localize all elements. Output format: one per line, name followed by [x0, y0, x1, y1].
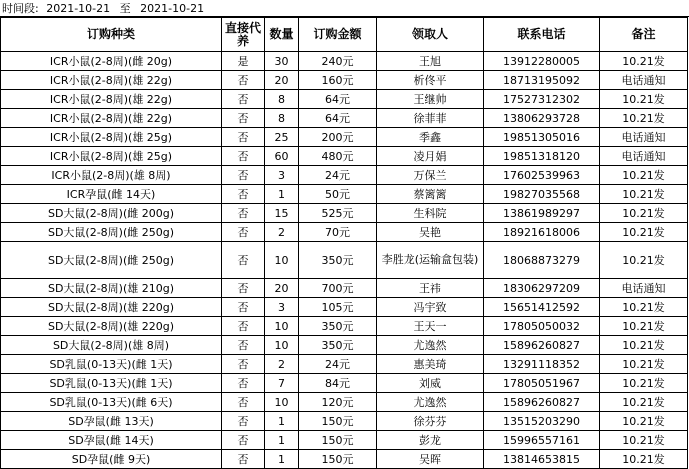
cell-phone: 18921618006 — [484, 223, 600, 242]
cell-order-type: SD乳鼠(0-13天)(雌 6天) — [1, 393, 222, 412]
cell-amount: 64元 — [299, 90, 377, 109]
table-row — [1, 166, 688, 185]
cell-amount: 480元 — [299, 147, 377, 166]
cell-phone: 18068873279 — [484, 242, 600, 279]
cell-order-type: SD孕鼠(雌 13天) — [1, 412, 222, 431]
cell-phone: 13912280005 — [484, 52, 600, 71]
cell-order-type: SD孕鼠(雌 14天) — [1, 431, 222, 450]
cell-direct-raise: 否 — [222, 90, 265, 109]
cell-receiver: 刘威 — [377, 374, 484, 393]
cell-receiver: 惠美琦 — [377, 355, 484, 374]
table-row — [1, 52, 688, 71]
table-row — [1, 279, 688, 298]
table-row — [1, 109, 688, 128]
cell-order-type: SD大鼠(2-8周)(雄 220g) — [1, 298, 222, 317]
cell-receiver: 王继帅 — [377, 90, 484, 109]
cell-order-type: ICR小鼠(2-8周)(雄 8周) — [1, 166, 222, 185]
cell-amount: 24元 — [299, 355, 377, 374]
header-row — [1, 18, 688, 52]
cell-direct-raise: 否 — [222, 298, 265, 317]
cell-quantity: 30 — [265, 52, 299, 71]
cell-phone: 13515203290 — [484, 412, 600, 431]
header-receiver: 领取人 — [377, 18, 484, 52]
cell-amount: 150元 — [299, 450, 377, 469]
cell-quantity: 25 — [265, 128, 299, 147]
table-row — [1, 450, 688, 469]
cell-quantity: 1 — [265, 185, 299, 204]
cell-amount: 350元 — [299, 242, 377, 279]
cell-order-type: ICR小鼠(2-8周)(雄 22g) — [1, 90, 222, 109]
cell-phone: 15651412592 — [484, 298, 600, 317]
header-quantity: 数量 — [265, 18, 299, 52]
cell-quantity: 3 — [265, 298, 299, 317]
cell-direct-raise: 否 — [222, 431, 265, 450]
cell-amount: 84元 — [299, 374, 377, 393]
cell-direct-raise: 否 — [222, 336, 265, 355]
cell-phone: 18713195092 — [484, 71, 600, 90]
cell-order-type: SD乳鼠(0-13天)(雌 1天) — [1, 355, 222, 374]
cell-direct-raise: 否 — [222, 71, 265, 90]
header-note: 备注 — [600, 18, 688, 52]
cell-quantity: 20 — [265, 71, 299, 90]
cell-amount: 240元 — [299, 52, 377, 71]
cell-receiver: 尤逸然 — [377, 393, 484, 412]
cell-receiver: 尤逸然 — [377, 336, 484, 355]
cell-quantity: 10 — [265, 317, 299, 336]
cell-direct-raise: 否 — [222, 279, 265, 298]
cell-order-type: ICR小鼠(2-8周)(雌 20g) — [1, 52, 222, 71]
cell-direct-raise: 否 — [222, 204, 265, 223]
cell-receiver: 冯宇致 — [377, 298, 484, 317]
cell-note: 10.21发 — [600, 393, 688, 412]
cell-note: 10.21发 — [600, 374, 688, 393]
cell-receiver: 析佟平 — [377, 71, 484, 90]
cell-note: 电话通知 — [600, 147, 688, 166]
period-start: 2021-10-21 — [46, 2, 111, 15]
cell-receiver: 季鑫 — [377, 128, 484, 147]
table-row — [1, 374, 688, 393]
cell-phone: 17602539963 — [484, 166, 600, 185]
cell-quantity: 1 — [265, 412, 299, 431]
cell-quantity: 7 — [265, 374, 299, 393]
cell-note: 10.21发 — [600, 204, 688, 223]
cell-direct-raise: 否 — [222, 374, 265, 393]
cell-quantity: 1 — [265, 450, 299, 469]
cell-receiver: 王旭 — [377, 52, 484, 71]
cell-order-type: SD大鼠(2-8周)(雌 250g) — [1, 242, 222, 279]
table-row — [1, 336, 688, 355]
cell-amount: 150元 — [299, 431, 377, 450]
cell-phone: 18306297209 — [484, 279, 600, 298]
cell-note: 10.21发 — [600, 317, 688, 336]
cell-direct-raise: 否 — [222, 393, 265, 412]
cell-quantity: 10 — [265, 242, 299, 279]
cell-receiver: 吴艳 — [377, 223, 484, 242]
cell-direct-raise: 否 — [222, 147, 265, 166]
table-row — [1, 223, 688, 242]
cell-direct-raise: 否 — [222, 109, 265, 128]
cell-note: 10.21发 — [600, 336, 688, 355]
cell-order-type: SD大鼠(2-8周)(雌 200g) — [1, 204, 222, 223]
cell-amount: 350元 — [299, 317, 377, 336]
table-row — [1, 298, 688, 317]
cell-amount: 350元 — [299, 336, 377, 355]
cell-direct-raise: 否 — [222, 166, 265, 185]
cell-direct-raise: 否 — [222, 450, 265, 469]
table-row — [1, 147, 688, 166]
cell-order-type: SD孕鼠(雌 9天) — [1, 450, 222, 469]
cell-direct-raise: 否 — [222, 242, 265, 279]
cell-phone: 13861989297 — [484, 204, 600, 223]
cell-amount: 105元 — [299, 298, 377, 317]
cell-receiver: 王天一 — [377, 317, 484, 336]
cell-receiver: 徐芬芬 — [377, 412, 484, 431]
table-row — [1, 242, 688, 279]
cell-quantity: 10 — [265, 336, 299, 355]
cell-phone: 13806293728 — [484, 109, 600, 128]
cell-note: 10.21发 — [600, 223, 688, 242]
cell-quantity: 60 — [265, 147, 299, 166]
cell-order-type: SD大鼠(2-8周)(雌 250g) — [1, 223, 222, 242]
cell-amount: 70元 — [299, 223, 377, 242]
cell-quantity: 1 — [265, 431, 299, 450]
cell-receiver: 王祎 — [377, 279, 484, 298]
cell-order-type: SD大鼠(2-8周)(雄 210g) — [1, 279, 222, 298]
table-row — [1, 185, 688, 204]
cell-phone: 19851305016 — [484, 128, 600, 147]
cell-order-type: ICR小鼠(2-8周)(雄 22g) — [1, 71, 222, 90]
time-period — [0, 0, 689, 17]
header-amount: 订购金额 — [299, 18, 377, 52]
header-phone: 联系电话 — [484, 18, 600, 52]
cell-note: 电话通知 — [600, 128, 688, 147]
cell-order-type: SD大鼠(2-8周)(雄 8周) — [1, 336, 222, 355]
cell-phone: 15896260827 — [484, 336, 600, 355]
cell-amount: 160元 — [299, 71, 377, 90]
cell-note: 10.21发 — [600, 166, 688, 185]
cell-note: 10.21发 — [600, 431, 688, 450]
cell-note: 10.21发 — [600, 185, 688, 204]
cell-amount: 24元 — [299, 166, 377, 185]
cell-note: 10.21发 — [600, 355, 688, 374]
cell-note: 10.21发 — [600, 109, 688, 128]
cell-quantity: 15 — [265, 204, 299, 223]
cell-direct-raise: 否 — [222, 412, 265, 431]
cell-receiver: 彭龙 — [377, 431, 484, 450]
cell-note: 10.21发 — [600, 90, 688, 109]
cell-order-type: SD乳鼠(0-13天)(雌 1天) — [1, 374, 222, 393]
table-row — [1, 71, 688, 90]
cell-phone: 19827035568 — [484, 185, 600, 204]
cell-receiver: 李胜龙(运输盒包装) — [377, 242, 484, 279]
cell-phone: 17805050032 — [484, 317, 600, 336]
cell-direct-raise: 否 — [222, 223, 265, 242]
table-row — [1, 412, 688, 431]
cell-note: 10.21发 — [600, 298, 688, 317]
cell-receiver: 徐菲菲 — [377, 109, 484, 128]
cell-quantity: 10 — [265, 393, 299, 412]
cell-amount: 525元 — [299, 204, 377, 223]
table-row — [1, 355, 688, 374]
cell-receiver: 凌月娟 — [377, 147, 484, 166]
table-row — [1, 393, 688, 412]
cell-quantity: 20 — [265, 279, 299, 298]
cell-amount: 200元 — [299, 128, 377, 147]
cell-receiver: 生科院 — [377, 204, 484, 223]
cell-note: 10.21发 — [600, 412, 688, 431]
cell-note: 电话通知 — [600, 279, 688, 298]
cell-phone: 13814653815 — [484, 450, 600, 469]
cell-amount: 50元 — [299, 185, 377, 204]
cell-note: 10.21发 — [600, 242, 688, 279]
order-table — [0, 17, 688, 469]
cell-receiver: 万保兰 — [377, 166, 484, 185]
cell-phone: 13291118352 — [484, 355, 600, 374]
cell-amount: 64元 — [299, 109, 377, 128]
cell-quantity: 3 — [265, 166, 299, 185]
cell-phone: 15996557161 — [484, 431, 600, 450]
cell-amount: 120元 — [299, 393, 377, 412]
table-row — [1, 317, 688, 336]
period-end: 2021-10-21 — [140, 2, 205, 15]
cell-quantity: 2 — [265, 223, 299, 242]
cell-phone: 15896260827 — [484, 393, 600, 412]
cell-receiver: 吴晖 — [377, 450, 484, 469]
cell-phone: 19851318120 — [484, 147, 600, 166]
cell-amount: 150元 — [299, 412, 377, 431]
cell-order-type: ICR小鼠(2-8周)(雄 22g) — [1, 109, 222, 128]
table-row — [1, 204, 688, 223]
cell-order-type: ICR小鼠(2-8周)(雄 25g) — [1, 147, 222, 166]
cell-note: 10.21发 — [600, 450, 688, 469]
cell-receiver: 蔡篱篱 — [377, 185, 484, 204]
cell-direct-raise: 否 — [222, 355, 265, 374]
cell-direct-raise: 否 — [222, 185, 265, 204]
cell-note: 10.21发 — [600, 52, 688, 71]
cell-order-type: ICR孕鼠(雌 14天) — [1, 185, 222, 204]
cell-phone: 17805051967 — [484, 374, 600, 393]
cell-amount: 700元 — [299, 279, 377, 298]
cell-quantity: 2 — [265, 355, 299, 374]
cell-direct-raise: 否 — [222, 317, 265, 336]
cell-direct-raise: 否 — [222, 128, 265, 147]
header-direct-raise: 直接代养 — [222, 18, 265, 52]
cell-order-type: ICR小鼠(2-8周)(雄 25g) — [1, 128, 222, 147]
cell-order-type: SD大鼠(2-8周)(雄 220g) — [1, 317, 222, 336]
cell-direct-raise: 是 — [222, 52, 265, 71]
period-separator: 至 — [119, 2, 131, 15]
cell-note: 电话通知 — [600, 71, 688, 90]
cell-quantity: 8 — [265, 109, 299, 128]
table-row — [1, 128, 688, 147]
table-row — [1, 90, 688, 109]
header-order-type: 订购种类 — [1, 18, 222, 52]
cell-phone: 17527312302 — [484, 90, 600, 109]
cell-quantity: 8 — [265, 90, 299, 109]
period-label: 时间段: — [2, 2, 39, 15]
